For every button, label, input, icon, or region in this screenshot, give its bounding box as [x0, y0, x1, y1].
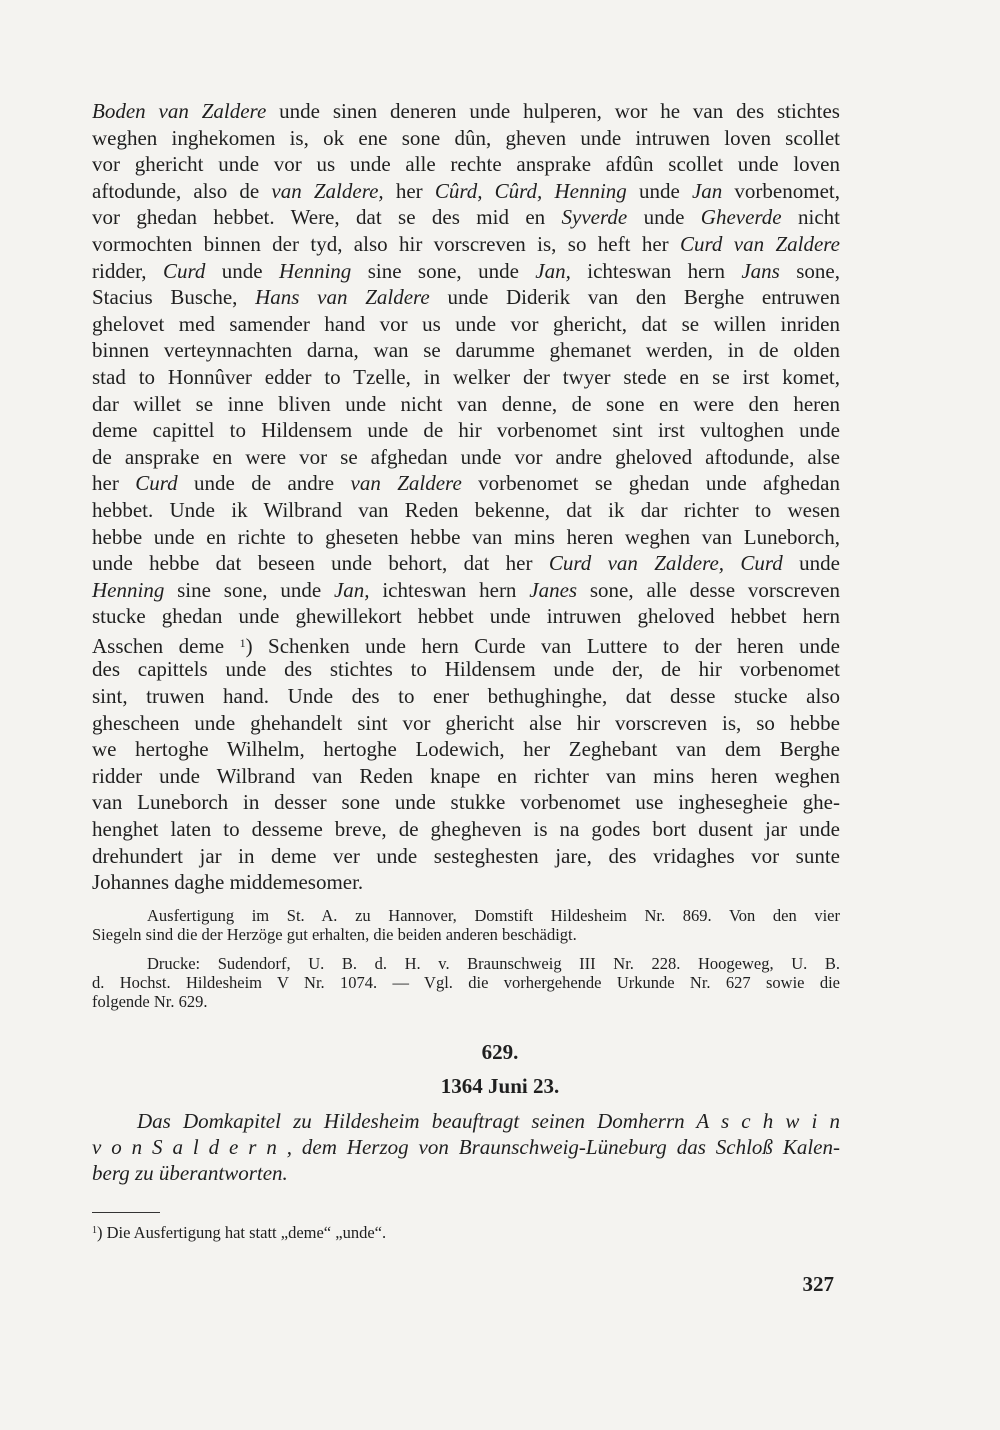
text-run: unde	[205, 258, 279, 283]
italic-name: Jans	[741, 258, 780, 283]
charter-text	[92, 98, 840, 896]
italic-name: Hans van Zaldere	[255, 285, 430, 310]
text-run: vormochten binnen der tyd, also hir vorscreven is, so heft her	[92, 231, 680, 256]
text-line: sint, truwen hand. Unde des to ener bethughinghe, dat desse stucke also	[92, 684, 840, 709]
text-run: ichteswan hern	[570, 258, 742, 283]
italic-name: Henning	[92, 577, 165, 602]
text-line: Johannes daghe middemesomer.	[92, 870, 364, 895]
text-run: unde Diderik van den Berghe entruwen	[429, 285, 840, 310]
text-run: sone, alle desse vorscreven	[577, 577, 840, 602]
text-line: dar willet se inne bliven unde nicht van denne, de sone en were den heren	[92, 391, 840, 416]
text-run: sine sone, unde	[164, 577, 334, 602]
italic-name: van Zaldere	[350, 471, 462, 496]
note-line: d. Hochst. Hildesheim V Nr. 1074. — Vgl. die vorhergehende Urkunde Nr. 627 sowie die	[92, 973, 840, 992]
text-line: drehundert jar in deme ver unde sesteghesten jare, des vridaghes vor sunte	[92, 843, 840, 868]
text-line	[92, 550, 840, 577]
italic-name: Cûrd, Cûrd, Henning	[434, 178, 627, 203]
note-line: Siegeln sind die der Herzöge gut erhalten, die beiden anderen beschädigt.	[92, 925, 577, 944]
footnote-marker: 1	[92, 1225, 97, 1236]
footnote-marker: 1	[239, 635, 246, 650]
footnote-text: ) Die Ausfertigung hat statt „deme“ „unde“.	[97, 1223, 387, 1242]
text-run: aftodunde, also de	[92, 178, 272, 203]
italic-name: Syverde	[561, 205, 628, 230]
text-run: unde hebbe dat beseen unde behort, dat her	[92, 551, 549, 576]
note-line: folgende Nr. 629.	[92, 992, 208, 1011]
text-run: vorbenomet se ghedan unde afghedan	[461, 471, 840, 496]
text-run: her	[92, 471, 136, 496]
italic-name: Curd	[162, 258, 206, 283]
note-line: Ausfertigung im St. A. zu Hannover, Domstift Hildesheim Nr. 869. Von den vier	[147, 906, 840, 925]
italic-name: Curd van Zaldere	[680, 231, 840, 256]
text-run: unde	[782, 551, 840, 576]
regest-line: Das Domkapitel zu Hildesheim beauftragt seinen Domherrn A s c h w i n	[137, 1109, 840, 1133]
page-number: 327	[802, 1272, 834, 1296]
text-run: sine sone, unde	[351, 258, 536, 283]
text-line: hebbet. Unde ik Wilbrand van Reden bekenne, dat ik dar richter to wesen	[92, 497, 840, 522]
note-line: Drucke: Sudendorf, U. B. d. H. v. Braunschweig III Nr. 228. Hoogeweg, U. B.	[147, 954, 840, 973]
regest-summary	[92, 1108, 840, 1186]
text-run: unde	[627, 205, 701, 230]
archival-note	[92, 906, 840, 944]
text-line: stucke ghedan unde ghewillekort hebbet unde intruwen gheloved hebbet hern	[92, 604, 840, 629]
text-run: her	[383, 178, 435, 203]
regest-line: berg zu überantworten.	[92, 1161, 288, 1185]
text-line	[92, 284, 840, 311]
text-line: weghen inghekomen is, ok ene sone dûn, gheven unde intruwen loven scollet	[92, 125, 840, 150]
italic-name: Jan,	[535, 258, 571, 283]
italic-name: Janes	[529, 577, 578, 602]
text-run: Asschen deme	[92, 633, 240, 658]
text-line: hebbe unde en richte to gheseten hebbe van mins heren weghen van Luneborch,	[92, 524, 840, 549]
text-line	[92, 178, 840, 205]
text-run: unde de andre	[177, 471, 351, 496]
text-run: vor ghedan hebbet. Were, dat se des mid en	[92, 205, 562, 230]
text-run: ) Schenken unde hern Curde van Luttere to der heren unde	[245, 633, 840, 658]
text-line	[92, 231, 840, 258]
italic-name: Gheverde	[700, 205, 782, 230]
italic-name: Boden van Zaldere	[92, 99, 267, 123]
italic-name: Jan	[691, 178, 723, 203]
footnote	[92, 1223, 840, 1243]
text-line: vor ghericht unde vor us unde alle rechte ansprake afdûn scollet unde loven	[92, 152, 840, 177]
text-line: ghelovet med samender hand vor us unde vor ghericht, dat se willen inriden	[92, 311, 840, 336]
italic-name: Curd van Zaldere, Curd	[548, 551, 783, 576]
text-line: henghet laten to desseme breve, de ghegheven is na godes bort dusent jar unde	[92, 817, 840, 842]
text-line	[92, 470, 840, 497]
text-line: we hertoghe Wilhelm, hertoghe Lodewich, her Zeghebant van dem Berghe	[92, 737, 840, 762]
text-run: ridder,	[92, 258, 163, 283]
document-number: 629.	[481, 1040, 519, 1064]
text-run: unde	[626, 178, 692, 203]
italic-name: Henning	[278, 258, 352, 283]
text-run: unde sinen deneren unde hulperen, wor he van des stichtes	[266, 99, 840, 123]
text-run: Stacius Busche,	[92, 285, 256, 310]
text-line: ghescheen unde ghehandelt sint vor ghericht alse hir vorscreven is, so hebbe	[92, 710, 840, 735]
text-line: binnen verteynnachten darna, wan se darumme ghemanet werden, in de olden	[92, 338, 840, 363]
regest-line: v o n S a l d e r n , dem Herzog von Braunschweig-Lüneburg das Schloß Kalen-	[92, 1135, 840, 1159]
text-line: ridder unde Wilbrand van Reden knape en richter van mins heren weghen	[92, 763, 840, 788]
text-line: van Luneborch in desser sone unde stukke vorbenomet use inghesegheie ghe-	[92, 790, 840, 815]
footnote-divider	[92, 1212, 160, 1213]
text-run: nicht	[781, 205, 840, 230]
italic-name: van Zaldere,	[271, 178, 384, 203]
text-run: sone,	[779, 258, 840, 283]
print-references-note	[92, 954, 840, 1011]
text-run: ichteswan hern	[369, 577, 530, 602]
text-line: deme capittel to Hildensem unde de hir vorbenomet sint irst vultoghen unde	[92, 418, 840, 443]
text-line	[92, 577, 840, 604]
text-line: de ansprake en were vor se afghedan unde vor andre gheloved aftodunde, alse	[92, 444, 840, 469]
text-line	[92, 204, 840, 231]
italic-name: Jan,	[333, 577, 370, 602]
text-line	[92, 98, 840, 125]
italic-name: Curd	[135, 471, 178, 496]
document-date: 1364 Juni 23.	[440, 1074, 560, 1098]
text-line: stad to Honnûver edder to Tzelle, in welker der twyer stede en se irst komet,	[92, 364, 840, 389]
text-line: des capittels unde des stichtes to Hildensem unde der, de hir vorbenomet	[92, 657, 840, 682]
text-line	[92, 630, 840, 657]
text-run: vorbenomet,	[722, 178, 840, 203]
text-line	[92, 258, 840, 285]
